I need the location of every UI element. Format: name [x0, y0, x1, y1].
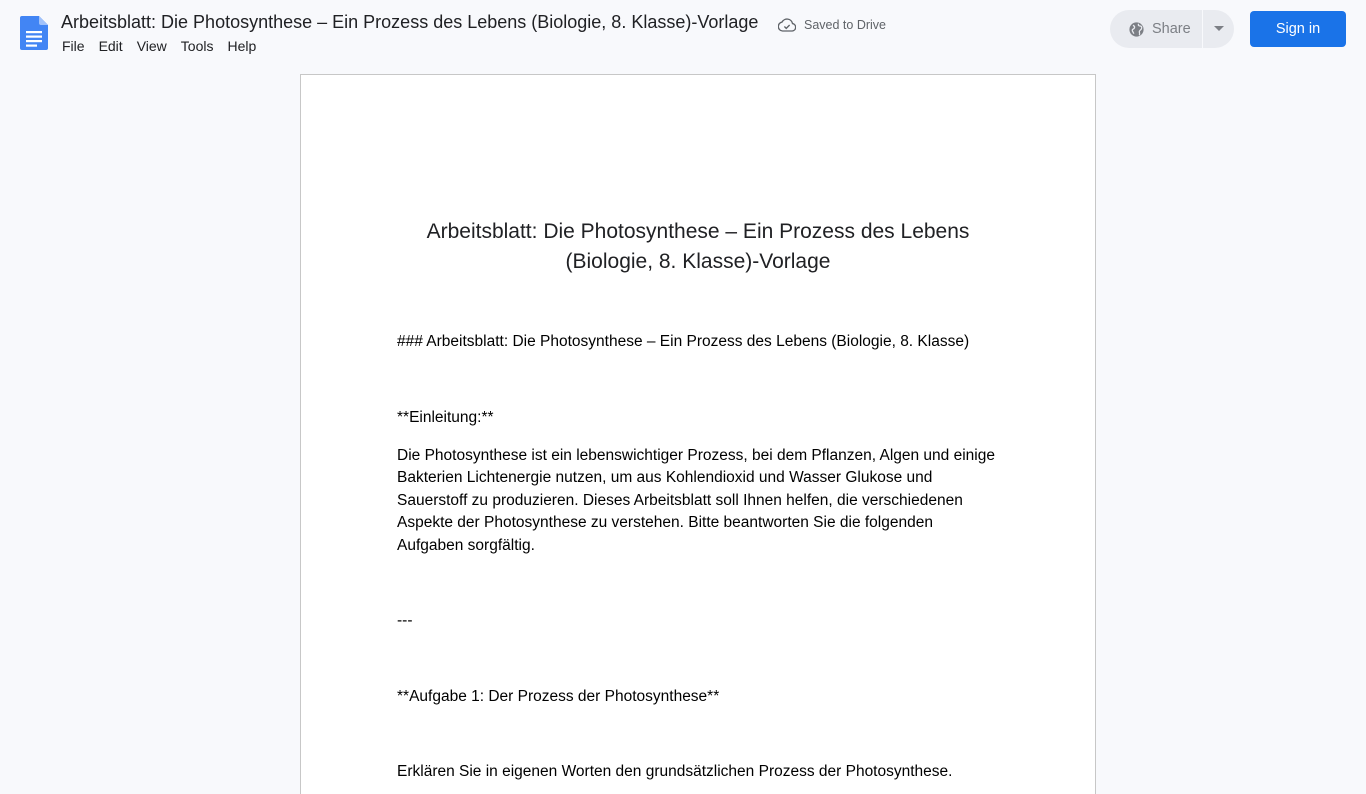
paragraph-task1-body: Erklären Sie in eigenen Worten den grundsätzlichen Prozess der Photosynthese. [397, 763, 953, 780]
menu-bar [55, 37, 263, 57]
paragraph-task1-heading: **Aufgabe 1: Der Prozess der Photosynthese** [397, 688, 720, 705]
menu-tools[interactable]: Tools [180, 38, 214, 54]
document-page[interactable] [300, 74, 1096, 794]
globe-icon [1128, 21, 1145, 38]
menu-edit[interactable]: Edit [98, 38, 123, 54]
saved-status-label: Saved to Drive [804, 18, 886, 32]
paragraph-intro-body: Die Photosynthese ist ein lebenswichtiger Prozess, bei dem Pflanzen, Algen und einige Bakterien Lichtenergie nutzen, um aus Kohlendioxid und Wasser Glukose und Sauerstoff zu produzieren. Dieses Arbeitsblatt soll Ihnen helfen, die verschiedenen Aspekte der Photosynthese zu verstehen. Bitte beantworten Sie die folgenden Aufgaben sorgfältig. [397, 447, 995, 554]
top-bar [0, 0, 1366, 64]
caret-down-icon [1214, 26, 1224, 32]
menu-view[interactable]: View [136, 38, 167, 54]
save-status[interactable] [778, 16, 886, 34]
document-title[interactable]: Arbeitsblatt: Die Photosynthese – Ein Prozess des Lebens (Biologie, 8. Klasse)-Vorlage [61, 12, 759, 32]
google-docs-icon[interactable] [20, 16, 48, 50]
cloud-done-icon [778, 18, 796, 32]
menu-file[interactable]: File [62, 38, 85, 54]
document-heading: Arbeitsblatt: Die Photosynthese – Ein Prozess des Lebens (Biologie, 8. Klasse)-Vorlage [426, 220, 970, 273]
paragraph-divider: --- [397, 612, 413, 629]
paragraph-subtitle: ### Arbeitsblatt: Die Photosynthese – Ein Prozess des Lebens (Biologie, 8. Klasse) [397, 333, 970, 350]
share-group [1110, 10, 1234, 48]
share-label: Share [1152, 21, 1191, 37]
share-button[interactable] [1110, 10, 1202, 48]
paragraph-intro-heading: **Einleitung:** [397, 409, 494, 426]
sign-in-button[interactable]: Sign in [1250, 11, 1346, 47]
menu-help[interactable]: Help [227, 38, 257, 54]
share-dropdown-button[interactable] [1203, 10, 1234, 48]
